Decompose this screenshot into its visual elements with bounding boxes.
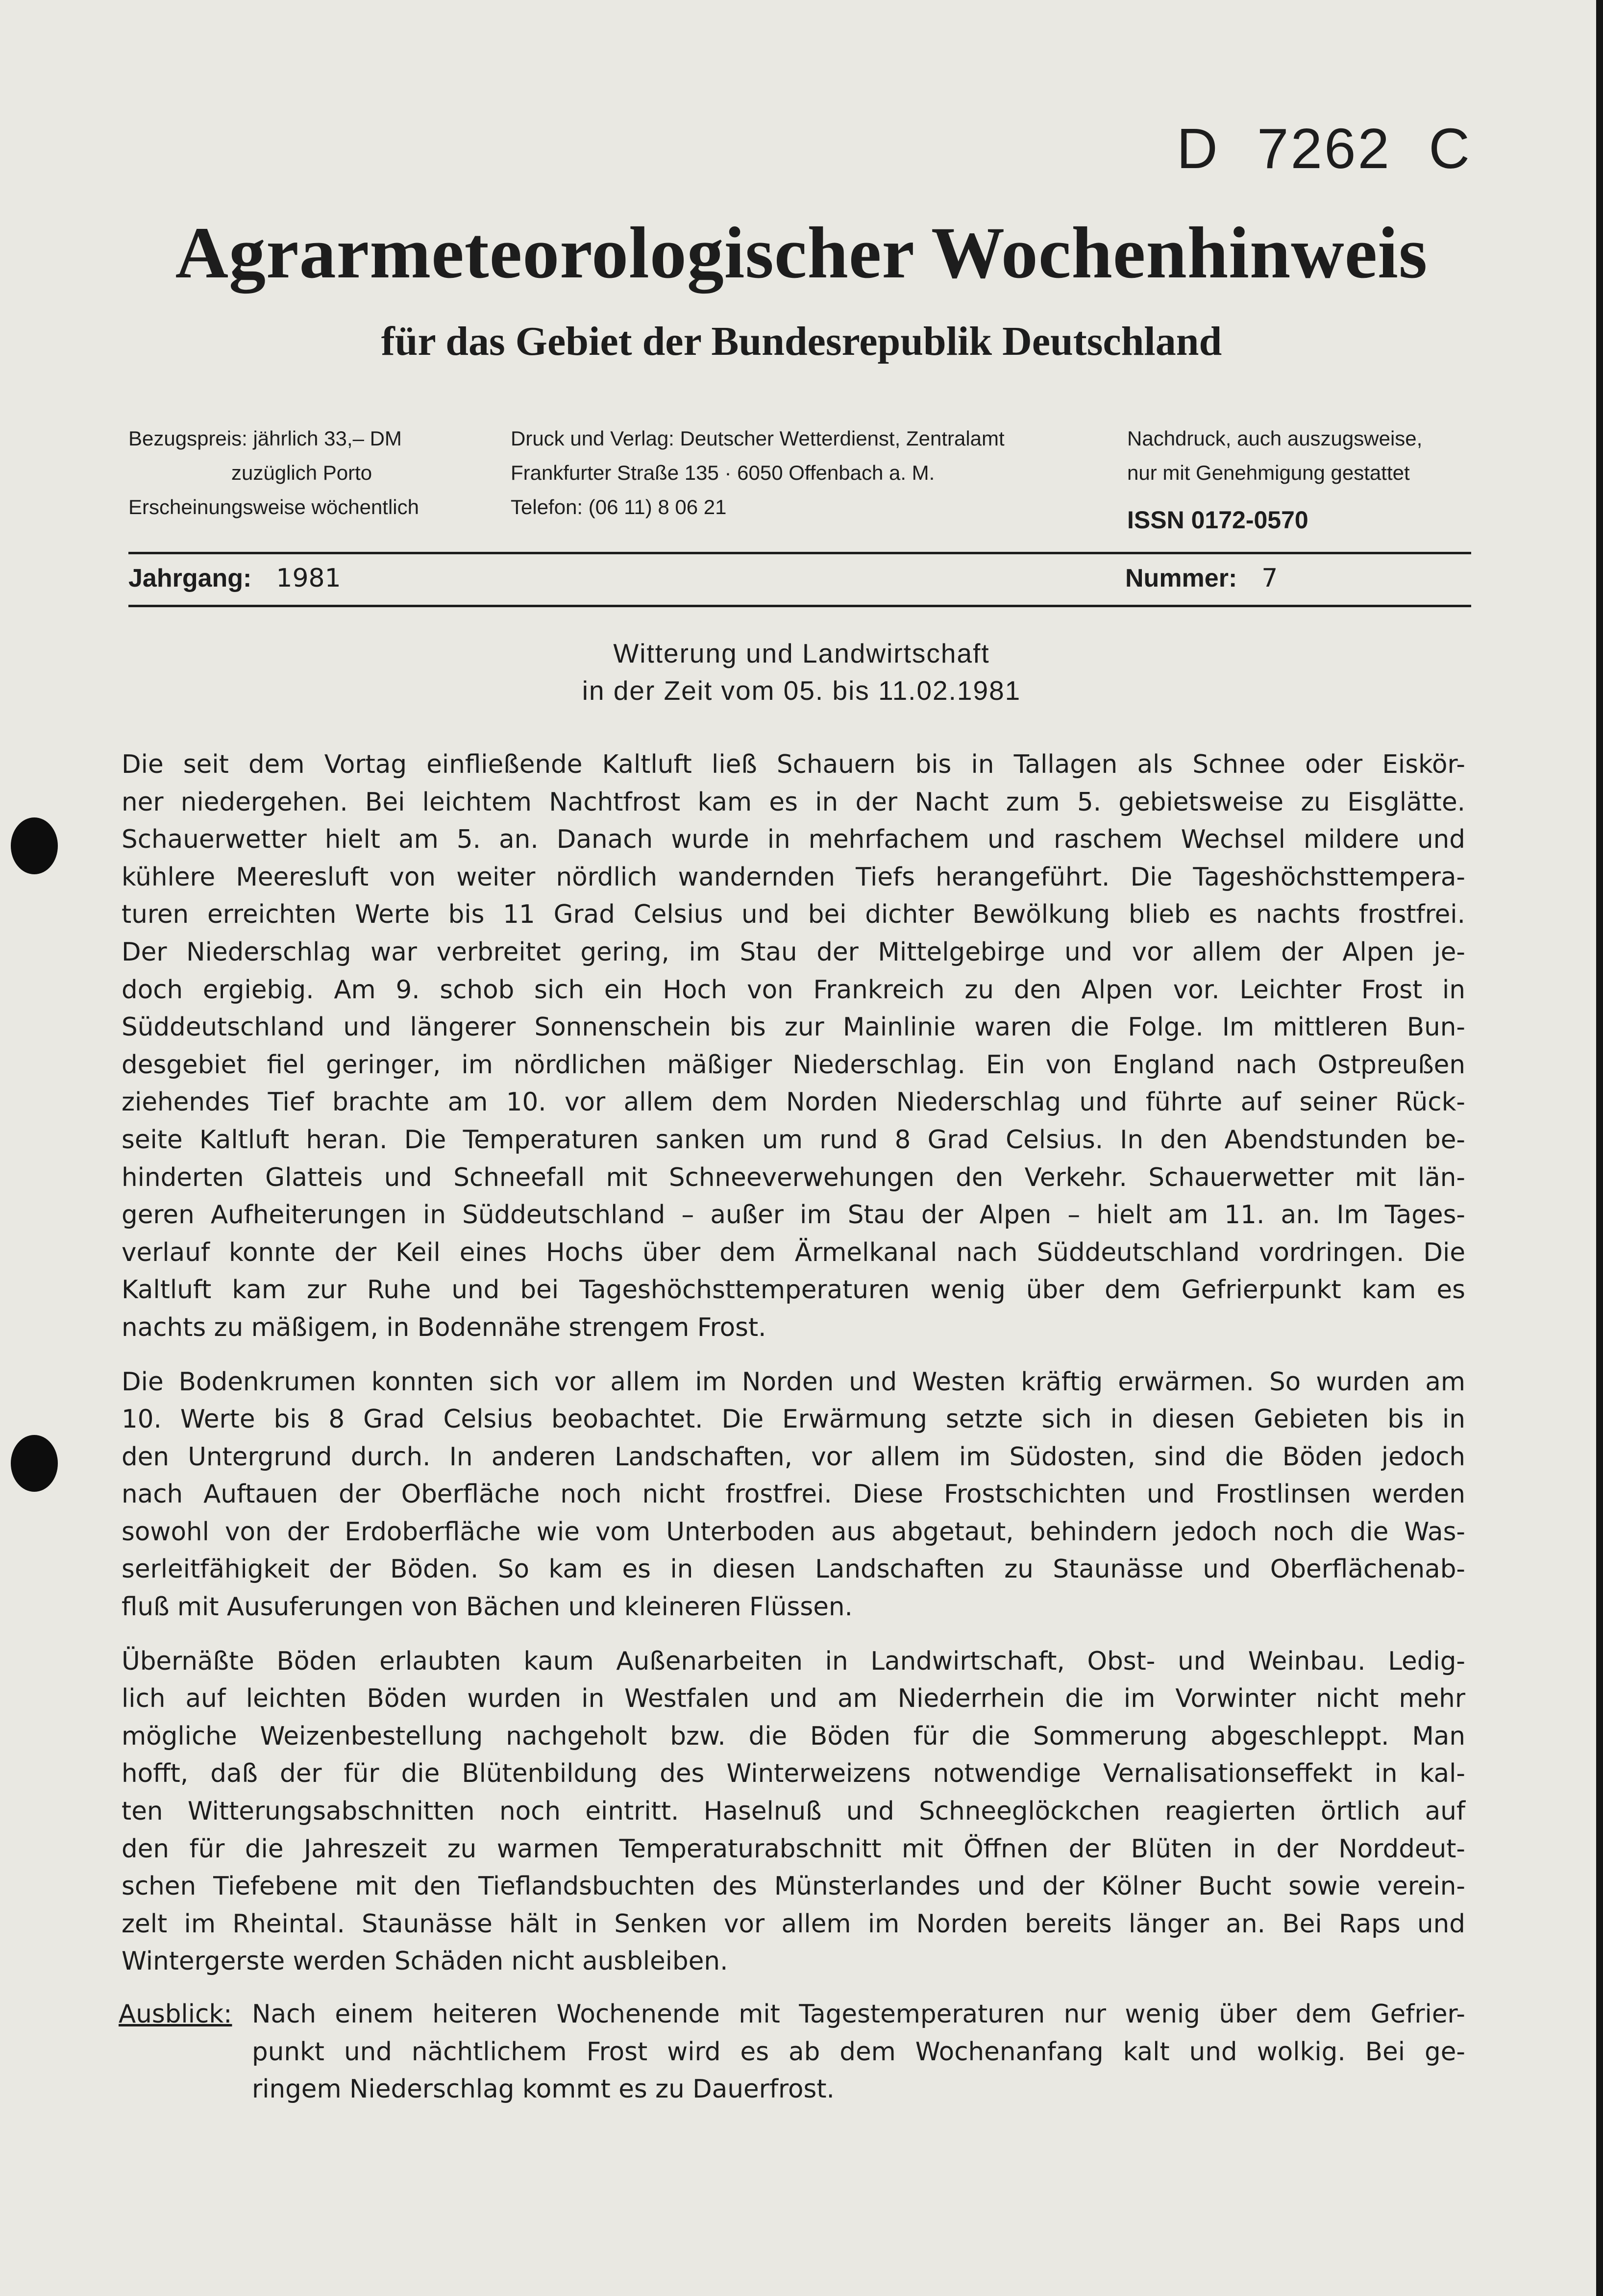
text-line: ziehendes Tief brachte am 10. vor allem dem Norden Niederschlag und führte auf seiner Rück- xyxy=(122,1087,1465,1117)
text-line: fluß mit Ausuferungen von Bächen und kleineren Flüssen. xyxy=(122,1592,853,1622)
outlook-label: Ausblick: xyxy=(119,2000,232,2029)
year-label: Jahrgang: xyxy=(128,564,252,593)
text-line: Die Bodenkrumen konnten sich vor allem im Norden und Westen kräftig erwärmen. So wurden am xyxy=(122,1367,1465,1397)
text-line: Wintergerste werden Schäden nicht ausbleiben. xyxy=(122,1947,728,1976)
text-line: punkt und nächtlichem Frost wird es ab dem Wochenanfang kalt und wolkig. Bei ge- xyxy=(252,2037,1465,2067)
text-line: den Untergrund durch. In anderen Landschaften, vor allem im Südosten, sind die Böden jedoch xyxy=(122,1442,1465,1472)
section-period: in der Zeit vom 05. bis 11.02.1981 xyxy=(582,675,1021,706)
text-line: nach Auftauen der Oberfläche noch nicht frostfrei. Diese Frostschichten und Frostlinsen werden xyxy=(122,1480,1465,1509)
text-line: lich auf leichten Böden wurden in Westfalen und am Niederrhein die im Vorwinter nicht mehr xyxy=(122,1684,1465,1714)
address-line: Frankfurter Straße 135 · 6050 Offenbach a. M. xyxy=(511,461,935,484)
section-title: Witterung und Landwirtschaft xyxy=(613,638,990,668)
divider xyxy=(128,605,1471,607)
number-value: 7 xyxy=(1261,564,1278,593)
number-label: Nummer: xyxy=(1125,564,1237,593)
text-line: Übernäßte Böden erlaubten kaum Außenarbeiten in Landwirtschaft, Obst- und Weinbau. Ledig- xyxy=(122,1646,1465,1676)
price-line: Bezugspreis: jährlich 33,– DM xyxy=(128,427,402,450)
text-line: 10. Werte bis 8 Grad Celsius beobachtet. Die Erwärmung setzte sich in diesen Gebieten bis in xyxy=(122,1405,1465,1434)
text-line: desgebiet fiel geringer, im nördlichen mäßiger Niederschlag. Ein von England nach Ostpreußen xyxy=(122,1050,1465,1080)
postage-line: zuzüglich Porto xyxy=(231,461,372,484)
year-field xyxy=(128,564,341,593)
text-line: Schauerwetter hielt am 5. an. Danach wurde in mehrfachem und raschem Wechsel mildere und xyxy=(122,825,1465,855)
reprint-info xyxy=(1127,421,1480,537)
article-body xyxy=(122,746,1465,1997)
section-heading xyxy=(0,635,1603,709)
text-line: Süddeutschland und längerer Sonnenschein bis zur Mainlinie waren die Folge. Im mittleren Bun- xyxy=(122,1012,1465,1042)
phone-line: Telefon: (06 11) 8 06 21 xyxy=(511,495,727,518)
text-line: hofft, daß der für die Blütenbildung des Winterweizens notwendige Vernalisationseffekt in kal- xyxy=(122,1759,1465,1789)
reprint-line: Nachdruck, auch auszugsweise, xyxy=(1127,427,1423,450)
number-field xyxy=(1125,564,1278,593)
text-line: zelt im Rheintal. Staunässe hält in Senken vor allem im Norden bereits länger an. Bei Raps und xyxy=(122,1909,1465,1939)
document-subtitle: für das Gebiet der Bundesrepublik Deutschland xyxy=(381,319,1222,364)
outlook-text xyxy=(252,1996,1465,2108)
paragraph-agriculture xyxy=(122,1643,1465,1980)
frequency-line: Erscheinungsweise wöchentlich xyxy=(128,495,419,518)
outlook-section xyxy=(119,1996,1465,2108)
publisher-info xyxy=(511,421,1050,524)
punch-hole xyxy=(11,1435,58,1492)
year-value: 1981 xyxy=(276,564,341,593)
text-line: Nach einem heiteren Wochenende mit Tagestemperaturen nur wenig über dem Gefrier- xyxy=(252,2000,1465,2029)
document-code: D 7262 C xyxy=(1176,117,1472,180)
publisher-line: Druck und Verlag: Deutscher Wetterdienst, Zentralamt xyxy=(511,427,1005,450)
text-line: ner niedergehen. Bei leichtem Nachtfrost kam es in der Nacht zum 5. gebietsweise zu Eisglätte. xyxy=(122,787,1465,817)
text-line: mögliche Weizenbestellung nachgeholt bzw. die Böden für die Sommerung abgeschleppt. Man xyxy=(122,1721,1465,1751)
text-line: seite Kaltluft heran. Die Temperaturen sanken um rund 8 Grad Celsius. In den Abendstunden be- xyxy=(122,1125,1465,1155)
text-line: Kaltluft kam zur Ruhe und bei Tageshöchsttemperaturen wenig über dem Gefrierpunkt kam es xyxy=(122,1275,1465,1305)
text-line: hinderten Glatteis und Schneefall mit Schneeverwehungen den Verkehr. Schauerwetter mit län- xyxy=(122,1162,1465,1192)
document-title: Agrarmeteorologischer Wochenhinweis xyxy=(175,212,1428,294)
text-line: doch ergiebig. Am 9. schob sich ein Hoch von Frankreich zu den Alpen vor. Leichter Frost in xyxy=(122,975,1465,1005)
text-line: verlauf konnte der Keil eines Hochs über dem Ärmelkanal nach Süddeutschland vordringen. Die xyxy=(122,1237,1465,1267)
text-line: kühlere Meeresluft von weiter nördlich wandernden Tiefs herangeführt. Die Tageshöchsttempera- xyxy=(122,862,1465,892)
text-line: sowohl von der Erdoberfläche wie vom Unterboden aus abgetaut, behindern jedoch noch die Was- xyxy=(122,1517,1465,1547)
text-line: nachts zu mäßigem, in Bodennähe strengem Frost. xyxy=(122,1312,766,1342)
permission-line: nur mit Genehmigung gestattet xyxy=(1127,461,1410,484)
text-line: serleitfähigkeit der Böden. So kam es in diesen Landschaften zu Staunässe und Oberflächenab- xyxy=(122,1555,1465,1584)
divider xyxy=(128,552,1471,554)
text-line: geren Aufheiterungen in Süddeutschland – außer im Stau der Alpen – hielt am 11. an. Im Tages- xyxy=(122,1200,1465,1230)
subscription-info xyxy=(128,421,481,524)
text-line: turen erreichten Werte bis 11 Grad Celsius und bei dichter Bewölkung blieb es nachts frostfrei. xyxy=(122,900,1465,930)
text-line: ten Witterungsabschnitten noch eintritt. Haselnuß und Schneeglöckchen reagierten örtlich auf xyxy=(122,1797,1465,1827)
punch-hole xyxy=(11,817,58,874)
text-line: Die seit dem Vortag einfließende Kaltluft ließ Schauern bis in Tallagen als Schnee oder Eiskör- xyxy=(122,750,1465,779)
text-line: den für die Jahreszeit zu warmen Temperaturabschnitt mit Öffnen der Blüten in der Norddeut- xyxy=(122,1834,1465,1864)
paragraph-soil xyxy=(122,1363,1465,1626)
text-line: ringem Niederschlag kommt es zu Dauerfrost. xyxy=(252,2074,835,2104)
paragraph-weather xyxy=(122,746,1465,1347)
text-line: schen Tiefebene mit den Tieflandsbuchten des Münsterlandes und der Kölner Bucht sowie verein- xyxy=(122,1872,1465,1901)
text-line: Der Niederschlag war verbreitet gering, im Stau der Mittelgebirge und vor allem der Alpen je- xyxy=(122,937,1465,967)
issn: ISSN 0172-0570 xyxy=(1127,506,1308,534)
